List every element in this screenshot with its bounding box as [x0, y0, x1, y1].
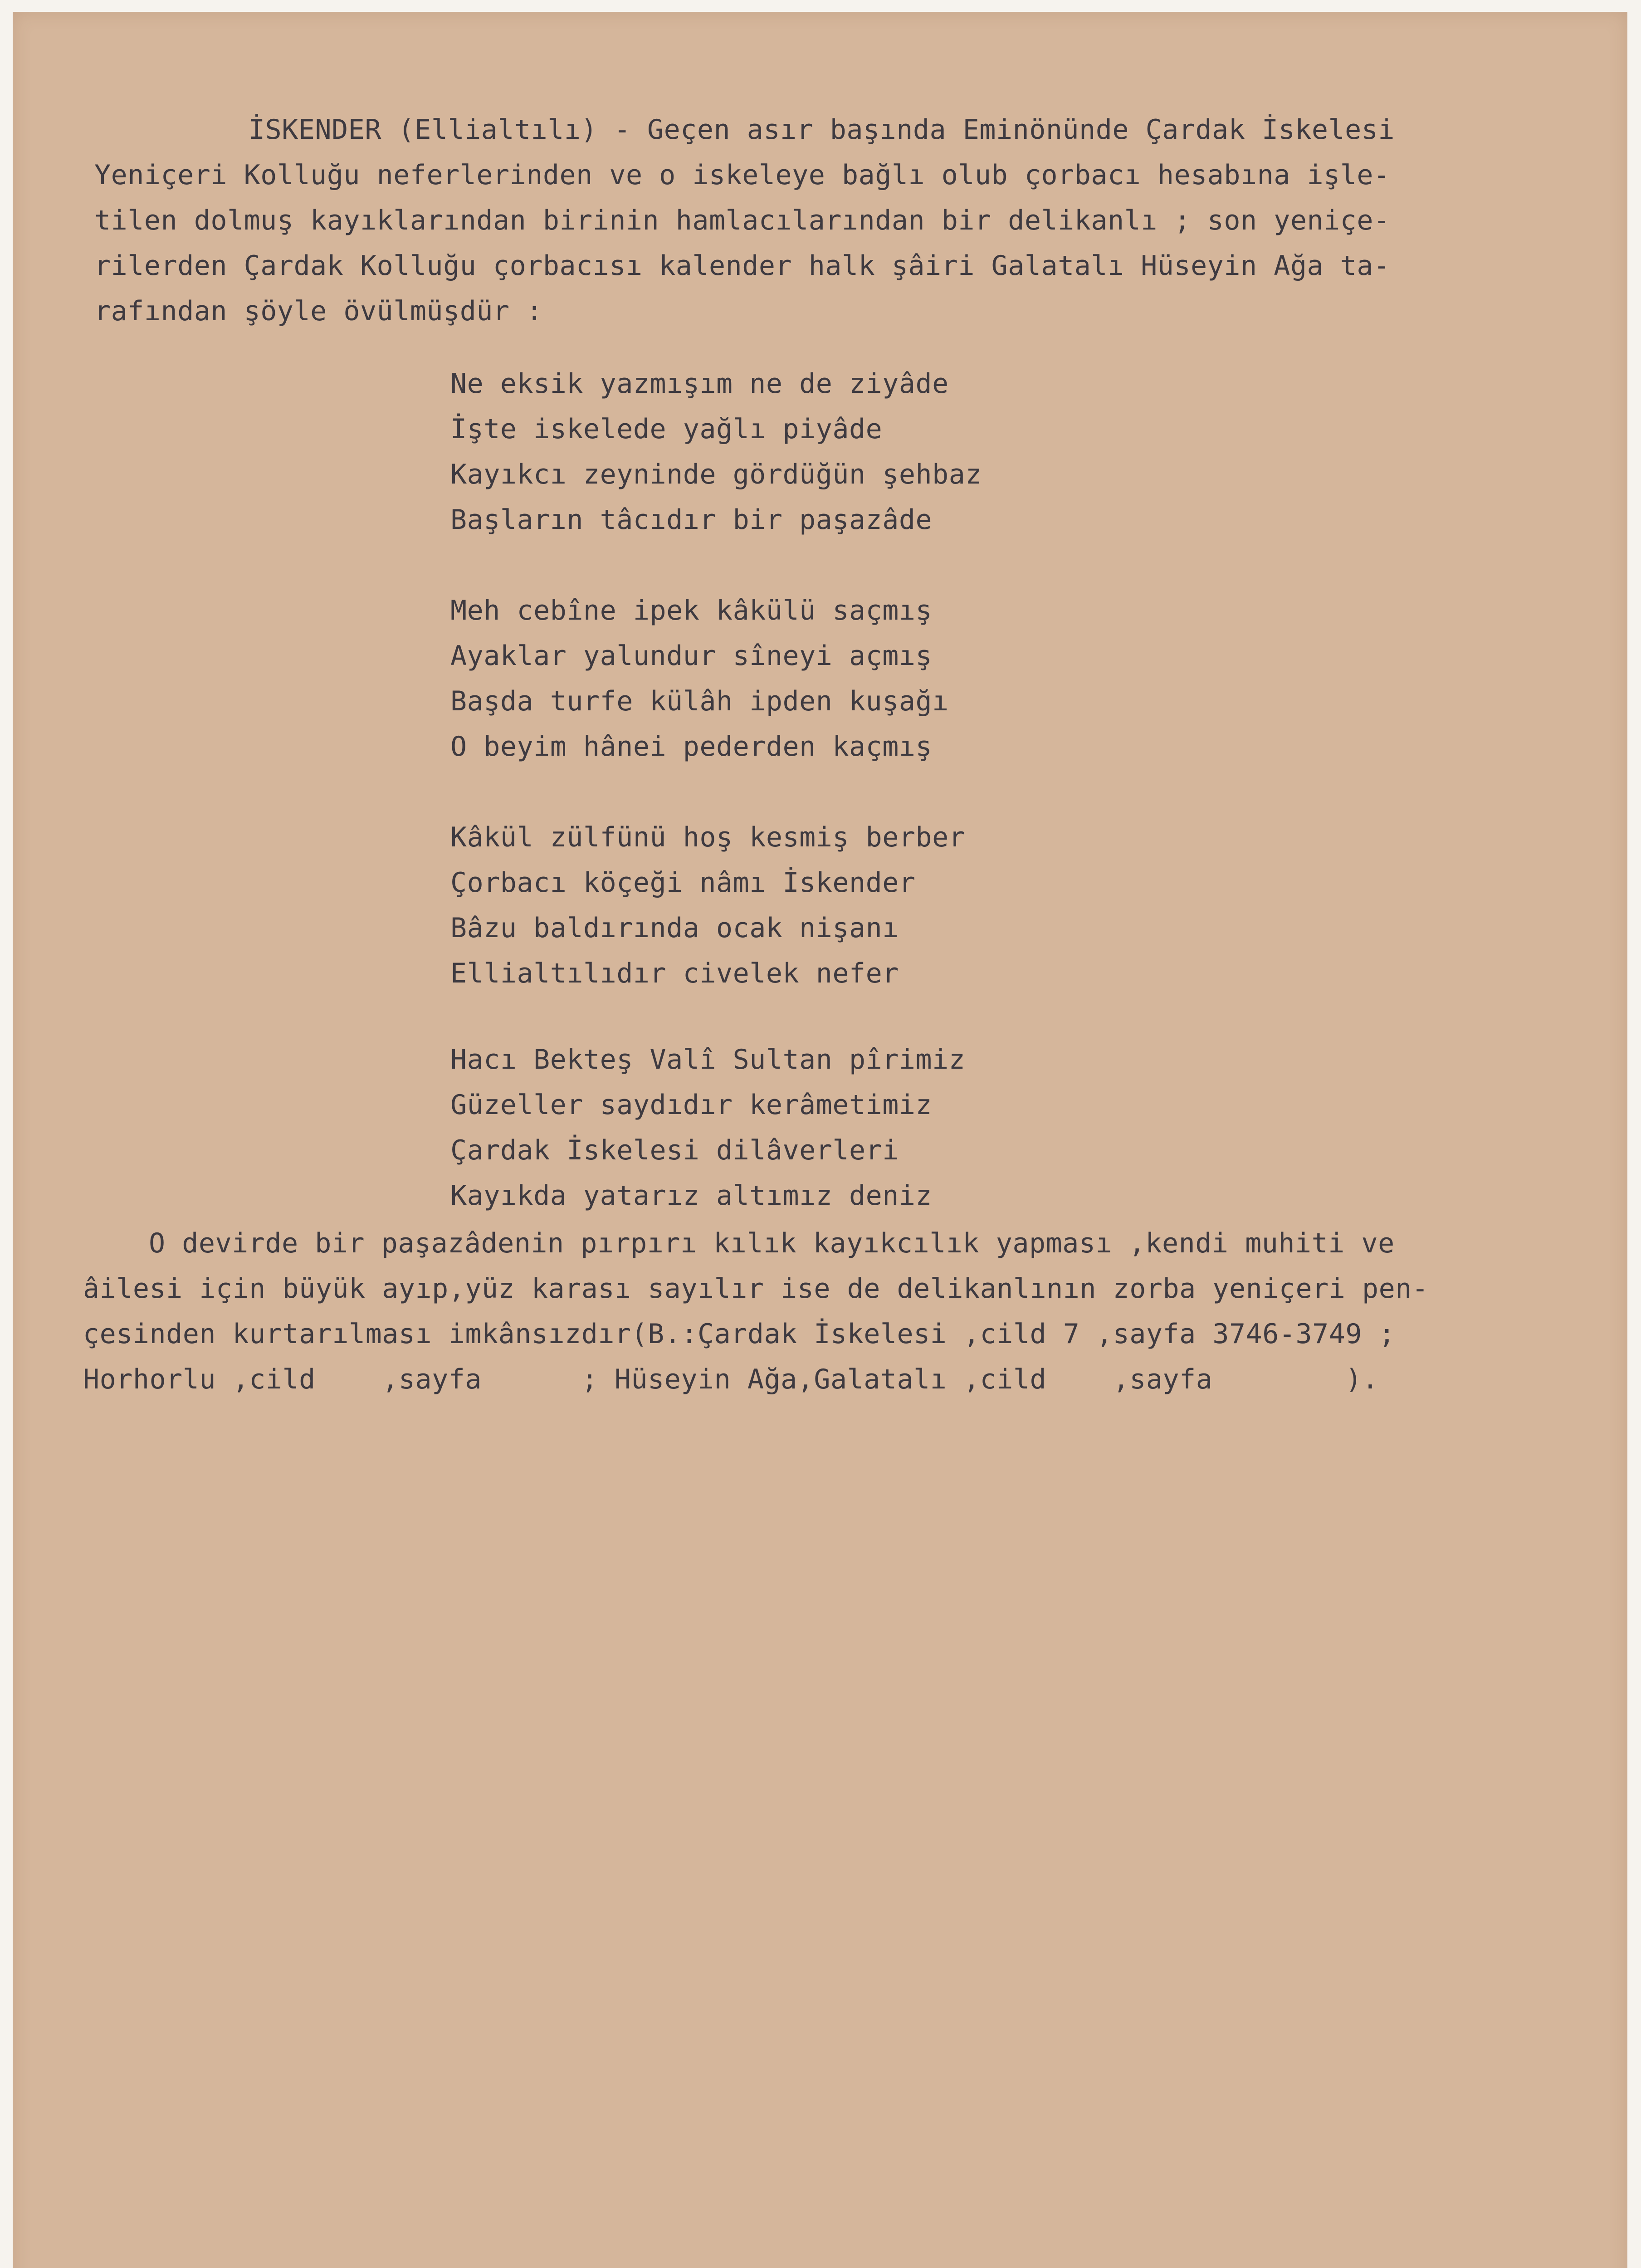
intro-line: rilerden Çardak Kolluğu çorbacısı kalender halk şâiri Galatalı Hüseyin Ağa ta-	[94, 250, 1390, 282]
closing-line: O devirde bir paşazâdenin pırpırı kılık kayıkcılık yapması ,kendi muhiti ve	[149, 1227, 1395, 1259]
verse-line: Ellialtılıdır civelek nefer	[450, 958, 899, 989]
intro-line: rafından şöyle övülmüşdür :	[94, 295, 543, 327]
closing-paragraph	[13, 1227, 1429, 1853]
closing-line: Horhorlu ,cild ,sayfa ; Hüseyin Ağa,Galatalı ,cild ,sayfa ).	[83, 1364, 1379, 1395]
verse-line: Ayaklar yalundur sîneyi açmış	[450, 640, 933, 672]
verse-line: Bâzu baldırında ocak nişanı	[450, 912, 899, 944]
verse-line: Ne eksik yazmışım ne de ziyâde	[450, 368, 949, 400]
verse-line: Çardak İskelesi dilâverleri	[450, 1134, 899, 1166]
intro-line: Yeniçeri Kolluğu neferlerinden ve o iskeleye bağlı olub çorbacı hesabına işle-	[94, 159, 1390, 191]
closing-line: çesinden kurtarılması imkânsızdır(B.:Çardak İskelesi ,cild 7 ,sayfa 3746-3749 ;	[83, 1318, 1396, 1350]
closing-line: âilesi için büyük ayıp,yüz karası sayılır ise de delikanlının zorba yeniçeri pen-	[83, 1273, 1429, 1305]
verse-line: Kâkül zülfünü hoş kesmiş berber	[450, 821, 966, 853]
intro-paragraph	[13, 107, 1395, 329]
verse-line: Başların tâcıdır bir paşazâde	[450, 504, 933, 536]
verse-line: Güzeller saydıdır kerâmetimiz	[450, 1089, 933, 1121]
verse-line: Kayıkda yatarız altımız deniz	[450, 1180, 933, 1212]
verse-line: İşte iskelede yağlı piyâde	[450, 413, 883, 445]
intro-line: İSKENDER (Ellialtılı) - Geçen asır başında Eminönünde Çardak İskelesi	[249, 114, 1395, 146]
verse-line: O beyim hânei pederden kaçmış	[450, 731, 933, 763]
verse-line: Başda turfe külâh ipden kuşağı	[450, 685, 949, 717]
document-text	[13, 12, 1429, 1917]
verse-line: Kayıkcı zeyninde gördüğün şehbaz	[450, 459, 982, 490]
typed-page	[13, 12, 1627, 2268]
verse-line: Hacı Bekteş Valî Sultan pîrimiz	[450, 1044, 966, 1075]
intro-line: tilen dolmuş kayıklarından birinin hamlacılarından bir delikanlı ; son yeniçe-	[94, 205, 1390, 236]
verse-line: Çorbacı köçeği nâmı İskender	[450, 867, 916, 899]
verse-line: Meh cebîne ipek kâkülü saçmış	[450, 595, 933, 626]
